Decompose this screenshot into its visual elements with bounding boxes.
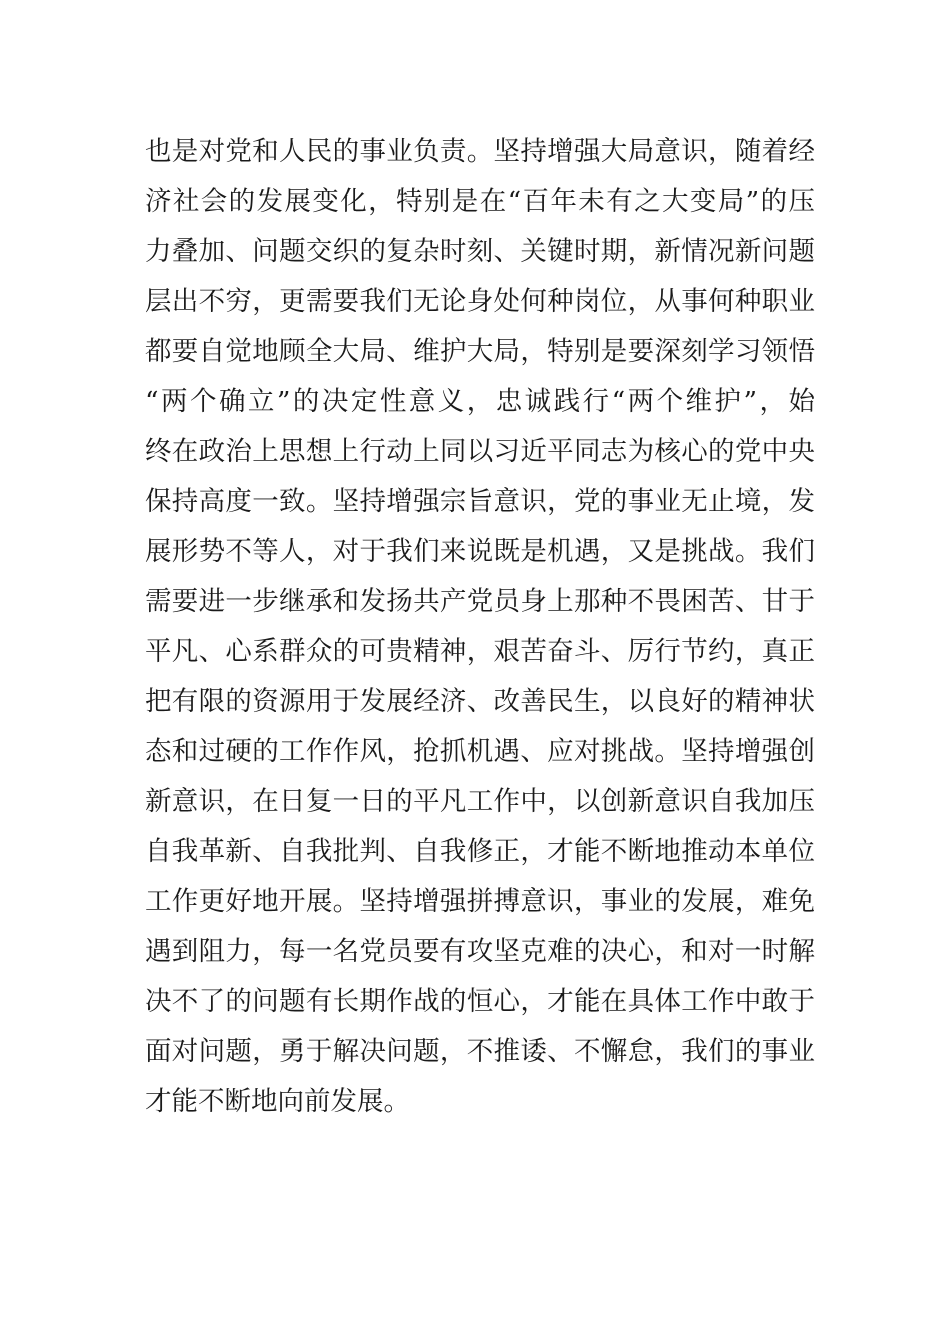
paragraph-line: 展形势不等人，对于我们来说既是机遇，又是挑战。我们 — [145, 536, 815, 567]
paragraph-line: 遇到阻力，每一名党员要有攻坚克难的决心，和对一时解 — [145, 936, 815, 967]
paragraph-line: 把有限的资源用于发展经济、改善民生，以良好的精神状 — [145, 686, 815, 717]
paragraph-line: 保持高度一致。坚持增强宗旨意识，党的事业无止境，发 — [145, 486, 815, 517]
paragraph-line: 需要进一步继承和发扬共产党员身上那种不畏困苦、甘于 — [145, 586, 815, 617]
paragraph-line: 层出不穷，更需要我们无论身处何种岗位，从事何种职业 — [145, 286, 815, 317]
paragraph-line: 也是对党和人民的事业负责。坚持增强大局意识，随着经 — [145, 136, 815, 167]
paragraph-line: 都要自觉地顾全大局、维护大局，特别是要深刻学习领悟 — [145, 336, 815, 367]
paragraph-line: 决不了的问题有长期作战的恒心，才能在具体工作中敢于 — [145, 986, 815, 1017]
paragraph-line: 平凡、心系群众的可贵精神，艰苦奋斗、厉行节约，真正 — [145, 636, 815, 667]
paragraph-line: 济社会的发展变化，特别是在“百年未有之大变局”的压 — [145, 186, 815, 217]
body-paragraph — [145, 127, 815, 1127]
paragraph-line: 面对问题，勇于解决问题，不推诿、不懈怠，我们的事业 — [145, 1036, 815, 1067]
paragraph-line: 自我革新、自我批判、自我修正，才能不断地推动本单位 — [145, 836, 815, 867]
paragraph-line: 工作更好地开展。坚持增强拼搏意识，事业的发展，难免 — [145, 886, 815, 917]
paragraph-line: 力叠加、问题交织的复杂时刻、关键时期，新情况新问题 — [145, 236, 815, 267]
paragraph-line-last: 才能不断地向前发展。 — [145, 1086, 410, 1117]
paragraph-line: 新意识，在日复一日的平凡工作中，以创新意识自我加压 — [145, 786, 815, 817]
paragraph-line: “两个确立”的决定性意义，忠诚践行“两个维护”，始 — [145, 386, 815, 417]
paragraph-line: 终在政治上思想上行动上同以习近平同志为核心的党中央 — [145, 436, 815, 467]
paragraph-line: 态和过硬的工作作风，抢抓机遇、应对挑战。坚持增强创 — [145, 736, 815, 767]
